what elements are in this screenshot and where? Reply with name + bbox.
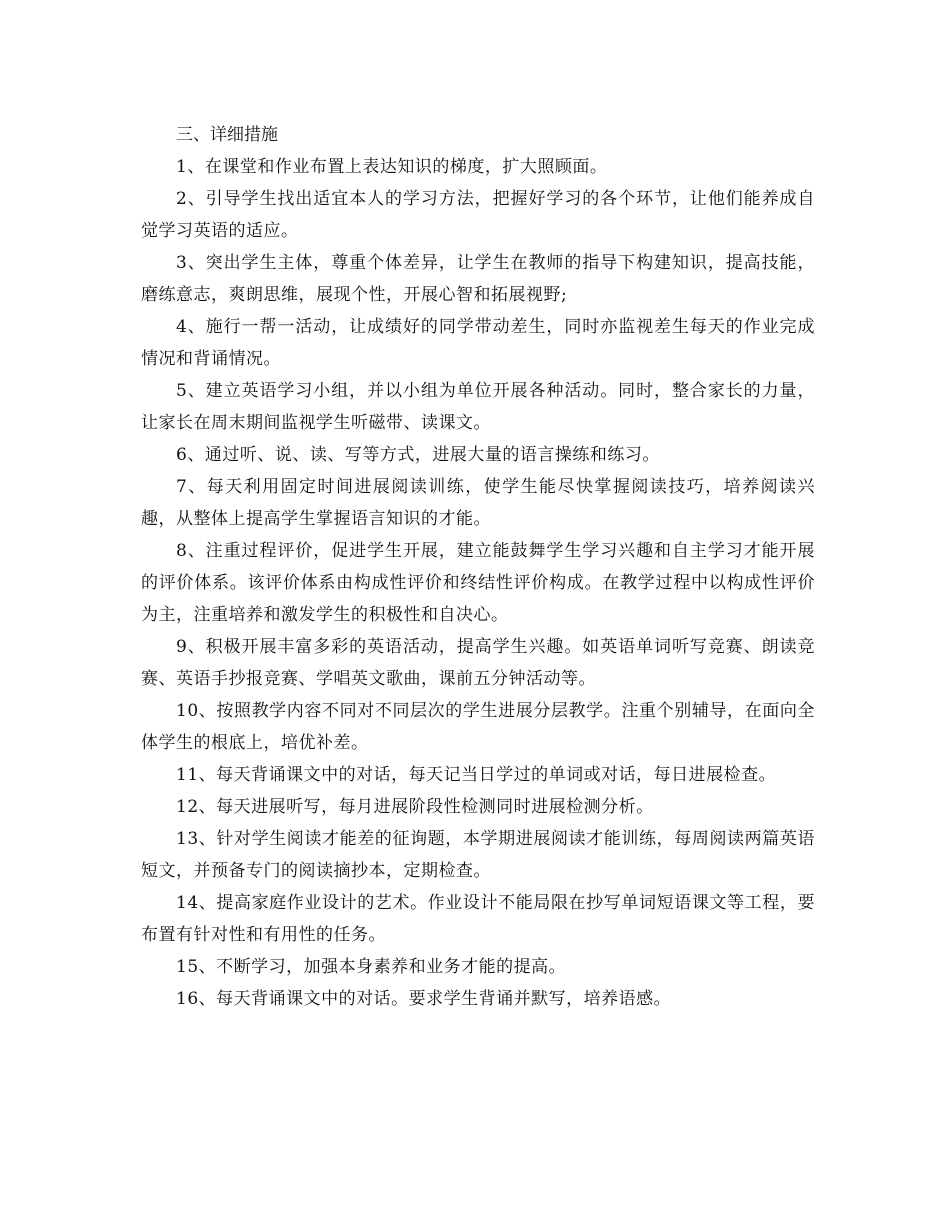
measure-item-16: 16、每天背诵课文中的对话。要求学生背诵并默写，培养语感。	[176, 989, 672, 1009]
measure-item-9: 9、积极开展丰富多彩的英语活动，提高学生兴趣。如英语单词听写竞赛、朗读竞赛、英语手抄报竞赛、学唱英文歌曲，课前五分钟活动等。	[141, 637, 815, 689]
measure-item-13: 13、针对学生阅读才能差的征询题，本学期进展阅读才能训练，每周阅读两篇英语短文，并预备专门的阅读摘抄本，定期检查。	[141, 829, 815, 881]
measure-item-11: 11、每天背诵课文中的对话，每天记当日学过的单词或对话，每日进展检查。	[176, 765, 777, 785]
measure-item-4: 4、施行一帮一活动，让成绩好的同学带动差生，同时亦监视差生每天的作业完成情况和背诵情况。	[141, 317, 815, 369]
measure-item-12: 12、每天进展听写，每月进展阶段性检测同时进展检测分析。	[176, 797, 654, 817]
measure-item-1: 1、在课堂和作业布置上表达知识的梯度，扩大照顾面。	[176, 157, 608, 177]
measure-item-2: 2、引导学生找出适宜本人的学习方法，把握好学习的各个环节，让他们能养成自觉学习英语的适应。	[141, 189, 815, 241]
section-heading: 三、详细措施	[176, 125, 278, 145]
measure-item-10: 10、按照教学内容不同对不同层次的学生进展分层教学。注重个别辅导，在面向全体学生的根底上，培优补差。	[141, 701, 815, 753]
measure-item-7: 7、每天利用固定时间进展阅读训练，使学生能尽快掌握阅读技巧，培养阅读兴趣，从整体上提高学生掌握语言知识的才能。	[141, 477, 815, 529]
measure-item-3: 3、突出学生主体，尊重个体差异，让学生在教师的指导下构建知识，提高技能，磨练意志，爽朗思维，展现个性，开展心智和拓展视野;	[141, 253, 815, 305]
document-body	[141, 119, 815, 1015]
measure-item-5: 5、建立英语学习小组，并以小组为单位开展各种活动。同时，整合家长的力量，让家长在周末期间监视学生听磁带、读课文。	[141, 381, 815, 433]
measure-item-14: 14、提高家庭作业设计的艺术。作业设计不能局限在抄写单词短语课文等工程，要布置有针对性和有用性的任务。	[141, 893, 815, 945]
measure-item-8: 8、注重过程评价，促进学生开展，建立能鼓舞学生学习兴趣和自主学习才能开展的评价体系。该评价体系由构成性评价和终结性评价构成。在教学过程中以构成性评价为主，注重培养和激发学生的积极性和自决心。	[141, 541, 815, 625]
measure-item-6: 6、通过听、说、读、写等方式，进展大量的语言操练和练习。	[176, 445, 660, 465]
measure-item-15: 15、不断学习，加强本身素养和业务才能的提高。	[176, 957, 567, 977]
